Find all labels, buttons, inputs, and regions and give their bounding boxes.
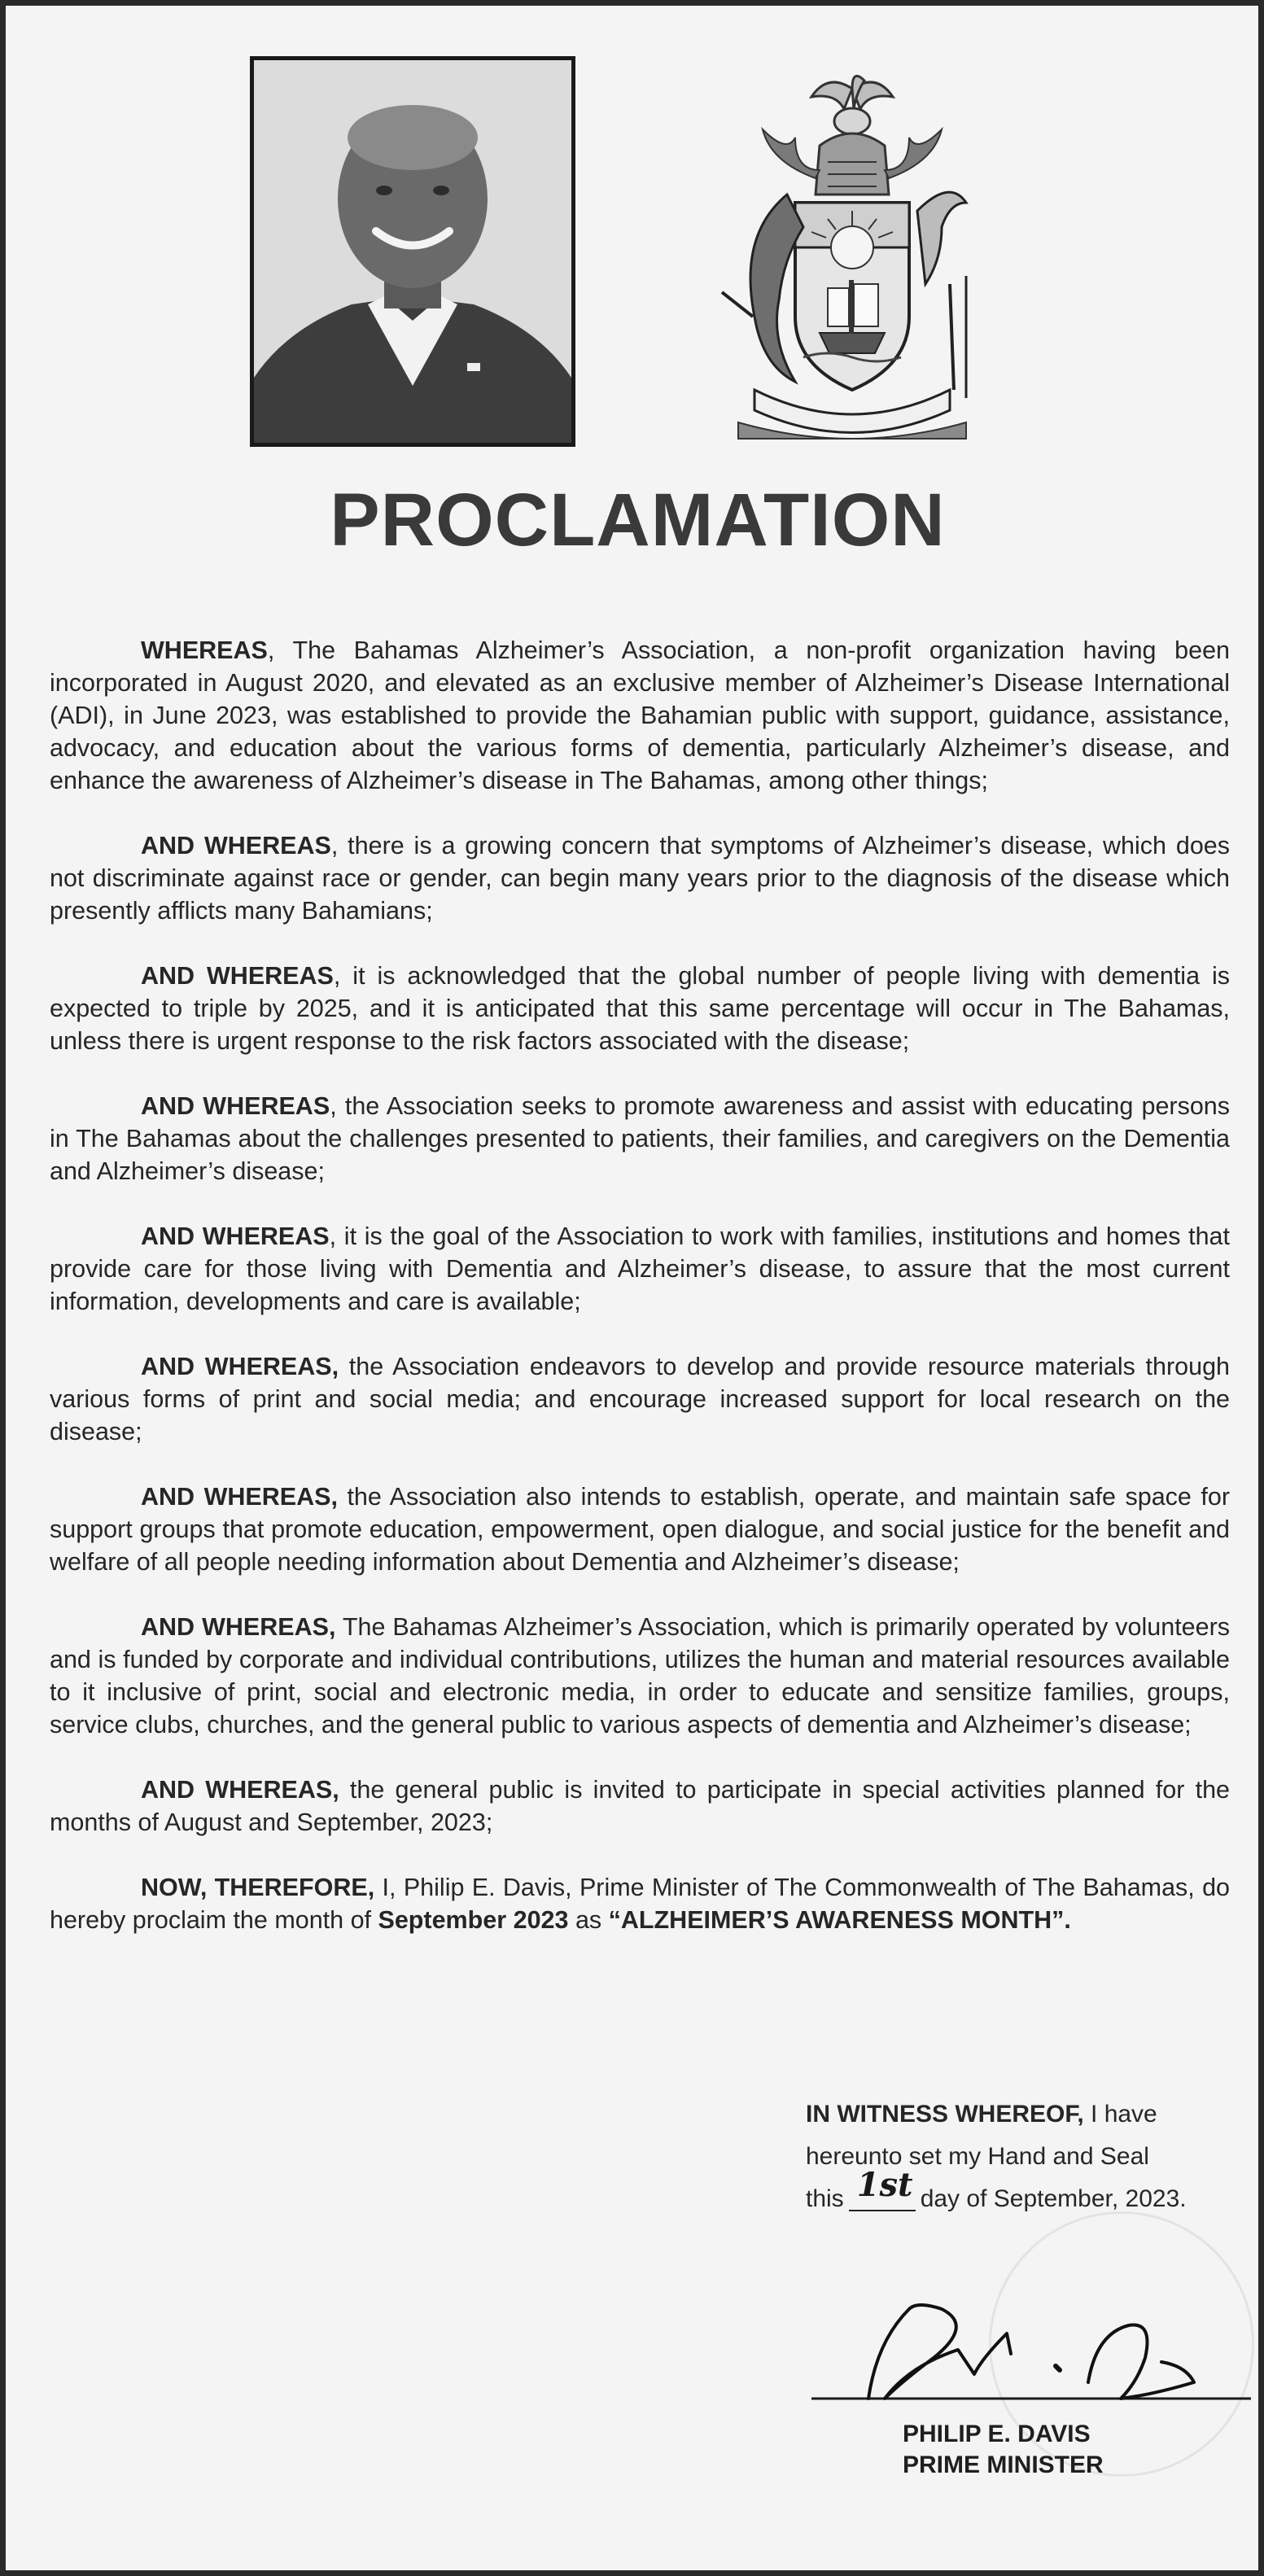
proclamation-text-2: as [568,1906,609,1934]
signer-title: PRIME MINISTER [903,2451,1104,2478]
paragraph [50,1350,1230,1448]
witness-this: this [806,2185,844,2212]
witness-block [806,2093,1245,2220]
paragraph-lead: AND WHEREAS [141,832,331,859]
paragraph-text: , the Association seeks to promote awareness and assist with educating persons in The Bahamas about the challenges presented to patients, their families, and caregivers on the Dementia and Alzheimer’s disease; [50,1092,1230,1185]
signature [811,2276,1251,2415]
coat-of-arms-image [706,72,999,447]
paragraph-lead: AND WHEREAS, [141,1613,336,1641]
proclamation-paragraph [50,1871,1230,1936]
paragraph [50,1090,1230,1187]
paragraph [50,1220,1230,1318]
signer-block [903,2419,1104,2481]
paragraph-lead: AND WHEREAS, [141,1483,338,1511]
paragraph-text: , there is a growing concern that symptoms of Alzheimer’s disease, which does not discriminate against race or gender, can begin many years prior to the diagnosis of the disease which presently afflicts many Bahamians; [50,832,1230,925]
paragraph [50,1480,1230,1578]
witness-line-1-rest: I have [1083,2101,1157,2128]
paragraph [50,829,1230,927]
witness-line-1 [806,2093,1245,2136]
paragraph-text: , The Bahamas Alzheimer’s Association, a non-profit organization having been incorporated in August 2020, and elevated as an exclusive member of Alzheimer’s Disease International (ADI), in June 2023, was established to provide the Bahamian public with support, guidance, assistance, advocacy, and education about the various forms of dementia, particularly Alzheimer’s disease, and enhance the awareness of Alzheimer’s disease in The Bahamas, among other things; [50,636,1230,794]
paragraph-text: The Bahamas Alzheimer’s Association, which is primarily operated by volunteers and is funded by corporate and individual contributions, utilizes the human and material resources available to it inclusive of print, social and electronic media, in order to educate and sensitize families, groups, service clubs, churches, and the general public to various aspects of dementia and Alzheimer’s disease; [50,1613,1230,1738]
portrait-image [254,60,571,443]
paragraph [50,960,1230,1057]
paragraph-lead: AND WHEREAS [141,1222,330,1250]
proclaimed-month: September 2023 [378,1906,569,1934]
page-title: PROCLAMATION [330,479,946,562]
witness-line-2: hereunto set my Hand and Seal [806,2143,1149,2170]
paragraph-lead: AND WHEREAS [141,962,334,990]
paragraph-text: , it is acknowledged that the global number of people living with dementia is expected to triple by 2025, and it is anticipated that this same percentage will occur in The Bahamas, unless there is urgent response to the risk factors associated with the disease; [50,962,1230,1055]
paragraph-lead: WHEREAS [141,636,268,664]
paragraph-text: the Association also intends to establish, operate, and maintain safe space for support groups that promote education, empowerment, open dialogue, and social justice for the benefit and welfare of all people needing information about Dementia and Alzheimer’s disease; [50,1483,1230,1576]
paragraph-lead: AND WHEREAS, [141,1353,339,1380]
proclamation-page [6,6,1258,2570]
witness-date: day of September, 2023. [920,2185,1187,2212]
proclamation-text-1: I, Philip E. Davis, Prime Minister of The Commonwealth of The Bahamas, do hereby proclaim the month of [50,1874,1231,1934]
paragraph-text: , it is the goal of the Association to work with families, institutions and homes that provide care for those living with Dementia and Alzheimer’s disease, to assure that the most current information, developments and care is available; [50,1222,1230,1315]
paragraph [50,1611,1230,1741]
signature-image [811,2276,1251,2415]
proclamation-body [50,634,1230,1969]
prime-minister-portrait [250,56,575,447]
bahamas-coat-of-arms [706,72,999,447]
paragraph-lead: AND WHEREAS, [141,1776,339,1804]
day-blank [849,2166,916,2211]
paragraph [50,634,1230,797]
proclaimed-designation: “ALZHEIMER’S AWARENESS MONTH”. [608,1906,1071,1934]
witness-line-3 [806,2166,1245,2220]
signer-name: PHILIP E. DAVIS [903,2421,1091,2447]
handwritten-day: 1st [856,2166,913,2204]
paragraph-text: the Association endeavors to develop and provide resource materials through various forms of print and social media; and encourage increased support for local research on the disease; [50,1353,1231,1445]
paragraph-lead: AND WHEREAS [141,1092,330,1120]
proclamation-lead: NOW, THEREFORE, [141,1874,375,1901]
paragraph-text: the general public is invited to participate in special activities planned for the months of August and September, 2023; [50,1776,1230,1836]
witness-lead: IN WITNESS WHEREOF, [806,2101,1084,2128]
paragraph [50,1773,1230,1839]
